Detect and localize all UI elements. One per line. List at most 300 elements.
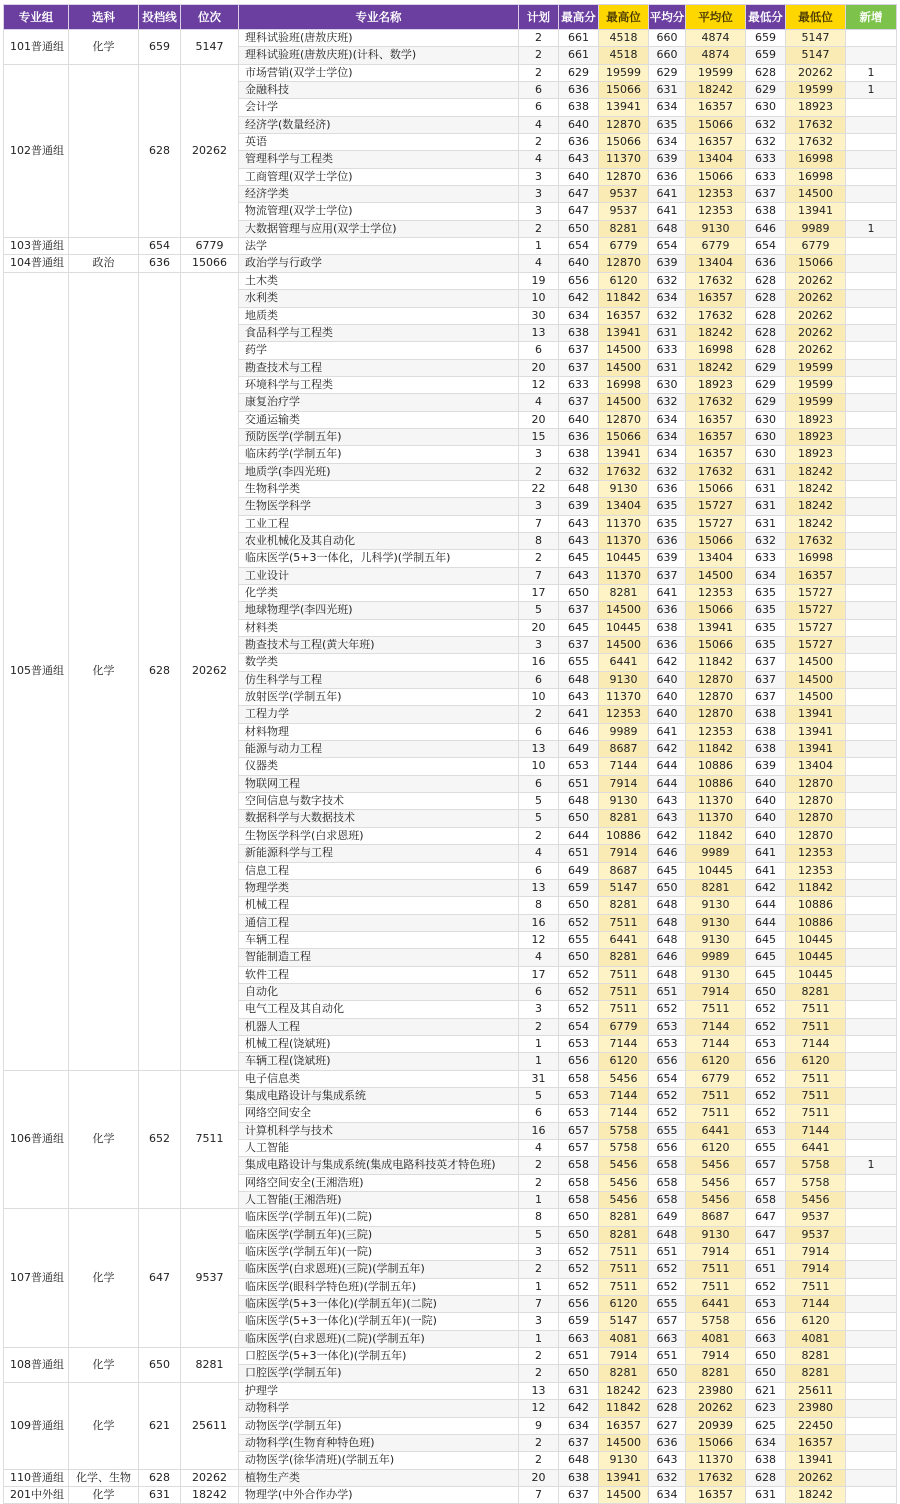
plan-cell: 1: [519, 1192, 559, 1209]
table-row[interactable]: [4, 30, 897, 47]
avg-score-cell: 656: [649, 1053, 686, 1070]
max-score-cell: 648: [559, 1452, 599, 1469]
avg-rank-cell: 8281: [686, 879, 746, 896]
min-score-cell: 657: [746, 1157, 786, 1174]
avg-rank-cell: 17632: [686, 394, 746, 411]
new-flag-cell: [846, 411, 897, 428]
plan-cell: 13: [519, 324, 559, 341]
new-flag-cell: [846, 706, 897, 723]
max-rank-cell: 5456: [599, 1157, 649, 1174]
max-score-cell: 648: [559, 793, 599, 810]
min-rank-cell: 7511: [786, 1001, 846, 1018]
avg-rank-cell: 18242: [686, 359, 746, 376]
max-score-cell: 645: [559, 550, 599, 567]
table-row[interactable]: [4, 1382, 897, 1399]
new-flag-cell: [846, 931, 897, 948]
min-rank-cell: 17632: [786, 134, 846, 151]
max-score-cell: 634: [559, 1417, 599, 1434]
new-flag-cell: [846, 1417, 897, 1434]
min-rank-cell: 10445: [786, 966, 846, 983]
avg-rank-cell: 9130: [686, 897, 746, 914]
plan-cell: 30: [519, 307, 559, 324]
max-rank-cell: 8687: [599, 741, 649, 758]
max-rank-cell: 6441: [599, 654, 649, 671]
min-score-cell: 630: [746, 428, 786, 445]
major-name-cell: 化学类: [239, 585, 519, 602]
avg-rank-cell: 11842: [686, 654, 746, 671]
min-score-cell: 639: [746, 758, 786, 775]
avg-rank-cell: 9130: [686, 931, 746, 948]
min-score-cell: 655: [746, 1140, 786, 1157]
table-row[interactable]: [4, 1070, 897, 1087]
major-name-cell: 市场营销(双学士学位): [239, 64, 519, 81]
header-avg-score[interactable]: 平均分: [649, 5, 686, 30]
avg-score-cell: 648: [649, 1226, 686, 1243]
new-flag-cell: [846, 1140, 897, 1157]
header-new[interactable]: 新增: [846, 5, 897, 30]
avg-rank-cell: 17632: [686, 463, 746, 480]
plan-cell: 10: [519, 689, 559, 706]
major-name-cell: 政治学与行政学: [239, 255, 519, 272]
new-flag-cell: [846, 654, 897, 671]
new-flag-cell: [846, 671, 897, 688]
avg-score-cell: 652: [649, 1087, 686, 1104]
max-rank-cell: 7511: [599, 1001, 649, 1018]
major-name-cell: 经济学类: [239, 186, 519, 203]
avg-score-cell: 658: [649, 1157, 686, 1174]
avg-score-cell: 633: [649, 342, 686, 359]
max-rank-cell: 8281: [599, 897, 649, 914]
max-rank-cell: 14500: [599, 602, 649, 619]
header-cutoff[interactable]: 投档线: [139, 5, 181, 30]
min-score-cell: 635: [746, 637, 786, 654]
max-score-cell: 637: [559, 394, 599, 411]
avg-rank-cell: 16998: [686, 342, 746, 359]
min-rank-cell: 7511: [786, 1070, 846, 1087]
group-cutoff-cell: 652: [139, 1070, 181, 1209]
min-rank-cell: 8281: [786, 1365, 846, 1382]
max-rank-cell: 11842: [599, 290, 649, 307]
major-name-cell: 软件工程: [239, 966, 519, 983]
max-score-cell: 643: [559, 515, 599, 532]
new-flag-cell: [846, 463, 897, 480]
new-flag-cell: [846, 1001, 897, 1018]
group-cutoff-cell: 659: [139, 30, 181, 65]
min-score-cell: 656: [746, 1313, 786, 1330]
min-score-cell: 630: [746, 446, 786, 463]
max-score-cell: 651: [559, 1348, 599, 1365]
max-score-cell: 652: [559, 966, 599, 983]
max-rank-cell: 5147: [599, 879, 649, 896]
min-rank-cell: 20262: [786, 290, 846, 307]
plan-cell: 6: [519, 1105, 559, 1122]
plan-cell: 5: [519, 1087, 559, 1104]
header-major[interactable]: 专业名称: [239, 5, 519, 30]
plan-cell: 16: [519, 914, 559, 931]
max-rank-cell: 10445: [599, 619, 649, 636]
header-plan[interactable]: 计划: [519, 5, 559, 30]
min-rank-cell: 20262: [786, 272, 846, 289]
avg-score-cell: 637: [649, 567, 686, 584]
max-score-cell: 637: [559, 1486, 599, 1503]
plan-cell: 20: [519, 359, 559, 376]
avg-score-cell: 640: [649, 706, 686, 723]
min-rank-cell: 18242: [786, 498, 846, 515]
max-score-cell: 642: [559, 290, 599, 307]
plan-cell: 3: [519, 637, 559, 654]
min-score-cell: 637: [746, 689, 786, 706]
min-rank-cell: 12870: [786, 793, 846, 810]
min-rank-cell: 13404: [786, 758, 846, 775]
plan-cell: 8: [519, 897, 559, 914]
min-rank-cell: 20262: [786, 342, 846, 359]
min-score-cell: 653: [746, 1296, 786, 1313]
min-rank-cell: 12870: [786, 827, 846, 844]
min-rank-cell: 10886: [786, 897, 846, 914]
major-name-cell: 地球物理学(李四光班): [239, 602, 519, 619]
new-flag-cell: [846, 1087, 897, 1104]
new-flag-cell: [846, 203, 897, 220]
major-name-cell: 勘查技术与工程: [239, 359, 519, 376]
avg-score-cell: 644: [649, 758, 686, 775]
max-score-cell: 637: [559, 602, 599, 619]
min-rank-cell: 18242: [786, 515, 846, 532]
new-flag-cell: [846, 1452, 897, 1469]
avg-rank-cell: 7511: [686, 1001, 746, 1018]
new-flag-cell: [846, 845, 897, 862]
min-score-cell: 640: [746, 827, 786, 844]
new-flag-cell: [846, 810, 897, 827]
max-score-cell: 661: [559, 30, 599, 47]
min-score-cell: 658: [746, 1192, 786, 1209]
new-flag-cell: [846, 758, 897, 775]
major-name-cell: 临床医学(学制五年)(三院): [239, 1226, 519, 1243]
avg-score-cell: 663: [649, 1330, 686, 1347]
avg-rank-cell: 19599: [686, 64, 746, 81]
max-rank-cell: 7511: [599, 966, 649, 983]
avg-score-cell: 634: [649, 411, 686, 428]
max-rank-cell: 9130: [599, 480, 649, 497]
min-rank-cell: 13941: [786, 1452, 846, 1469]
avg-score-cell: 642: [649, 654, 686, 671]
min-rank-cell: 7511: [786, 1087, 846, 1104]
max-score-cell: 658: [559, 1070, 599, 1087]
plan-cell: 16: [519, 1122, 559, 1139]
min-score-cell: 631: [746, 1486, 786, 1503]
min-score-cell: 633: [746, 151, 786, 168]
group-subject-cell: [69, 238, 139, 255]
max-rank-cell: 9130: [599, 793, 649, 810]
avg-score-cell: 652: [649, 1261, 686, 1278]
min-score-cell: 631: [746, 498, 786, 515]
plan-cell: 13: [519, 1382, 559, 1399]
group-rank-cell: 7511: [181, 1070, 239, 1209]
table-row[interactable]: [4, 238, 897, 255]
major-name-cell: 能源与动力工程: [239, 741, 519, 758]
major-name-cell: 勘查技术与工程(黄大年班): [239, 637, 519, 654]
major-name-cell: 口腔医学(5+3一体化)(学制五年): [239, 1348, 519, 1365]
new-flag-cell: [846, 1018, 897, 1035]
avg-score-cell: 658: [649, 1174, 686, 1191]
header-min-rank[interactable]: 最低位: [786, 5, 846, 30]
avg-score-cell: 630: [649, 376, 686, 393]
min-score-cell: 632: [746, 134, 786, 151]
table-row[interactable]: [4, 1209, 897, 1226]
avg-rank-cell: 7914: [686, 983, 746, 1000]
min-score-cell: 644: [746, 897, 786, 914]
major-name-cell: 临床医学(眼科学特色班)(学制五年): [239, 1278, 519, 1295]
major-name-cell: 交通运输类: [239, 411, 519, 428]
major-name-cell: 金融科技: [239, 82, 519, 99]
min-rank-cell: 7144: [786, 1035, 846, 1052]
min-score-cell: 650: [746, 1348, 786, 1365]
avg-rank-cell: 12353: [686, 186, 746, 203]
table-row[interactable]: [4, 1469, 897, 1486]
avg-rank-cell: 20939: [686, 1417, 746, 1434]
table-row[interactable]: [4, 1348, 897, 1365]
max-score-cell: 636: [559, 82, 599, 99]
new-flag-cell: [846, 1348, 897, 1365]
max-rank-cell: 15066: [599, 82, 649, 99]
major-name-cell: 电子信息类: [239, 1070, 519, 1087]
avg-rank-cell: 7914: [686, 1244, 746, 1261]
min-rank-cell: 20262: [786, 307, 846, 324]
max-score-cell: 647: [559, 203, 599, 220]
max-score-cell: 655: [559, 654, 599, 671]
avg-score-cell: 643: [649, 1452, 686, 1469]
new-flag-cell: [846, 168, 897, 185]
avg-rank-cell: 13941: [686, 619, 746, 636]
min-rank-cell: 13941: [786, 706, 846, 723]
plan-cell: 6: [519, 82, 559, 99]
new-flag-cell: [846, 1296, 897, 1313]
max-rank-cell: 9130: [599, 1452, 649, 1469]
max-score-cell: 633: [559, 376, 599, 393]
min-score-cell: 652: [746, 1105, 786, 1122]
avg-score-cell: 632: [649, 1469, 686, 1486]
major-name-cell: 集成电路设计与集成系统(集成电路科技英才特色班): [239, 1157, 519, 1174]
max-score-cell: 637: [559, 359, 599, 376]
avg-rank-cell: 17632: [686, 307, 746, 324]
max-score-cell: 637: [559, 637, 599, 654]
min-score-cell: 636: [746, 255, 786, 272]
header-max-score[interactable]: 最高分: [559, 5, 599, 30]
min-score-cell: 623: [746, 1400, 786, 1417]
plan-cell: 3: [519, 1001, 559, 1018]
min-score-cell: 652: [746, 1278, 786, 1295]
max-rank-cell: 7511: [599, 1278, 649, 1295]
header-avg-rank[interactable]: 平均位: [686, 5, 746, 30]
avg-rank-cell: 9130: [686, 914, 746, 931]
avg-score-cell: 645: [649, 862, 686, 879]
avg-rank-cell: 15066: [686, 637, 746, 654]
new-flag-cell: [846, 1226, 897, 1243]
plan-cell: 2: [519, 463, 559, 480]
max-score-cell: 629: [559, 64, 599, 81]
min-rank-cell: 16998: [786, 151, 846, 168]
min-score-cell: 630: [746, 99, 786, 116]
new-flag-cell: [846, 480, 897, 497]
plan-cell: 17: [519, 585, 559, 602]
max-score-cell: 650: [559, 897, 599, 914]
header-rank[interactable]: 位次: [181, 5, 239, 30]
plan-cell: 5: [519, 793, 559, 810]
group-cutoff-cell: 628: [139, 64, 181, 237]
max-rank-cell: 14500: [599, 342, 649, 359]
header-group[interactable]: 专业组: [4, 5, 69, 30]
max-rank-cell: 5758: [599, 1122, 649, 1139]
min-score-cell: 645: [746, 931, 786, 948]
table-row[interactable]: [4, 64, 897, 81]
group-subject-cell: 化学、生物: [69, 1469, 139, 1486]
major-name-cell: 网络空间安全: [239, 1105, 519, 1122]
group-rank-cell: 20262: [181, 64, 239, 237]
major-name-cell: 生物科学类: [239, 480, 519, 497]
min-score-cell: 635: [746, 619, 786, 636]
major-name-cell: 口腔医学(学制五年): [239, 1365, 519, 1382]
avg-rank-cell: 15066: [686, 168, 746, 185]
avg-rank-cell: 8281: [686, 1365, 746, 1382]
plan-cell: 2: [519, 1434, 559, 1451]
max-rank-cell: 8281: [599, 1365, 649, 1382]
avg-score-cell: 660: [649, 30, 686, 47]
avg-score-cell: 657: [649, 1313, 686, 1330]
major-name-cell: 数据科学与大数据技术: [239, 810, 519, 827]
avg-rank-cell: 11370: [686, 793, 746, 810]
table-row[interactable]: [4, 255, 897, 272]
max-score-cell: 650: [559, 949, 599, 966]
major-name-cell: 康复治疗学: [239, 394, 519, 411]
min-score-cell: 657: [746, 1174, 786, 1191]
max-rank-cell: 14500: [599, 394, 649, 411]
max-score-cell: 640: [559, 168, 599, 185]
min-rank-cell: 16998: [786, 168, 846, 185]
avg-score-cell: 631: [649, 82, 686, 99]
header-subject[interactable]: 选科: [69, 5, 139, 30]
avg-rank-cell: 10886: [686, 775, 746, 792]
plan-cell: 2: [519, 47, 559, 64]
min-rank-cell: 10445: [786, 949, 846, 966]
avg-rank-cell: 12870: [686, 689, 746, 706]
avg-score-cell: 639: [649, 151, 686, 168]
group-group-cell: 109普通组: [4, 1382, 69, 1469]
avg-rank-cell: 16357: [686, 290, 746, 307]
min-score-cell: 632: [746, 116, 786, 133]
max-score-cell: 656: [559, 1296, 599, 1313]
avg-rank-cell: 12870: [686, 706, 746, 723]
max-score-cell: 640: [559, 411, 599, 428]
max-rank-cell: 8281: [599, 810, 649, 827]
major-name-cell: 会计学: [239, 99, 519, 116]
new-flag-cell: [846, 1486, 897, 1503]
group-subject-cell: 化学: [69, 1070, 139, 1209]
avg-rank-cell: 11842: [686, 741, 746, 758]
min-score-cell: 652: [746, 1070, 786, 1087]
max-rank-cell: 4081: [599, 1330, 649, 1347]
avg-score-cell: 635: [649, 498, 686, 515]
min-score-cell: 637: [746, 654, 786, 671]
new-flag-cell: [846, 966, 897, 983]
avg-rank-cell: 4081: [686, 1330, 746, 1347]
avg-rank-cell: 11370: [686, 1452, 746, 1469]
new-flag-cell: 1: [846, 1157, 897, 1174]
new-flag-cell: [846, 741, 897, 758]
max-score-cell: 647: [559, 186, 599, 203]
avg-score-cell: 660: [649, 47, 686, 64]
max-score-cell: 653: [559, 1087, 599, 1104]
min-rank-cell: 12353: [786, 862, 846, 879]
avg-score-cell: 634: [649, 428, 686, 445]
new-flag-cell: [846, 689, 897, 706]
plan-cell: 20: [519, 411, 559, 428]
avg-score-cell: 636: [649, 637, 686, 654]
avg-score-cell: 634: [649, 290, 686, 307]
min-score-cell: 628: [746, 290, 786, 307]
new-flag-cell: [846, 1313, 897, 1330]
group-group-cell: 105普通组: [4, 272, 69, 1070]
avg-rank-cell: 7511: [686, 1261, 746, 1278]
min-rank-cell: 6120: [786, 1053, 846, 1070]
new-flag-cell: [846, 862, 897, 879]
avg-rank-cell: 4874: [686, 47, 746, 64]
min-score-cell: 634: [746, 1434, 786, 1451]
plan-cell: 6: [519, 723, 559, 740]
min-score-cell: 628: [746, 272, 786, 289]
max-rank-cell: 8281: [599, 1226, 649, 1243]
header-max-rank[interactable]: 最高位: [599, 5, 649, 30]
min-rank-cell: 15727: [786, 619, 846, 636]
max-rank-cell: 9989: [599, 723, 649, 740]
new-flag-cell: [846, 1105, 897, 1122]
major-name-cell: 地质学(李四光班): [239, 463, 519, 480]
min-rank-cell: 10445: [786, 931, 846, 948]
min-rank-cell: 15727: [786, 602, 846, 619]
max-score-cell: 636: [559, 134, 599, 151]
avg-rank-cell: 9130: [686, 220, 746, 237]
avg-rank-cell: 10886: [686, 758, 746, 775]
major-name-cell: 农业机械化及其自动化: [239, 532, 519, 549]
table-row[interactable]: [4, 272, 897, 289]
header-min-score[interactable]: 最低分: [746, 5, 786, 30]
plan-cell: 8: [519, 1209, 559, 1226]
max-score-cell: 645: [559, 619, 599, 636]
max-score-cell: 658: [559, 1174, 599, 1191]
avg-score-cell: 639: [649, 550, 686, 567]
min-score-cell: 642: [746, 879, 786, 896]
max-rank-cell: 6779: [599, 238, 649, 255]
max-score-cell: 655: [559, 931, 599, 948]
admission-table-container: [3, 4, 896, 1504]
max-rank-cell: 6120: [599, 1296, 649, 1313]
major-name-cell: 车辆工程: [239, 931, 519, 948]
min-score-cell: 629: [746, 394, 786, 411]
avg-score-cell: 646: [649, 845, 686, 862]
min-rank-cell: 7914: [786, 1261, 846, 1278]
min-score-cell: 631: [746, 515, 786, 532]
min-score-cell: 621: [746, 1382, 786, 1399]
avg-score-cell: 631: [649, 359, 686, 376]
table-row[interactable]: [4, 1486, 897, 1503]
plan-cell: 3: [519, 186, 559, 203]
avg-score-cell: 640: [649, 671, 686, 688]
min-score-cell: 637: [746, 671, 786, 688]
max-score-cell: 648: [559, 671, 599, 688]
min-rank-cell: 20262: [786, 1469, 846, 1486]
max-score-cell: 650: [559, 585, 599, 602]
max-score-cell: 648: [559, 480, 599, 497]
group-cutoff-cell: 628: [139, 1469, 181, 1486]
max-rank-cell: 11370: [599, 515, 649, 532]
